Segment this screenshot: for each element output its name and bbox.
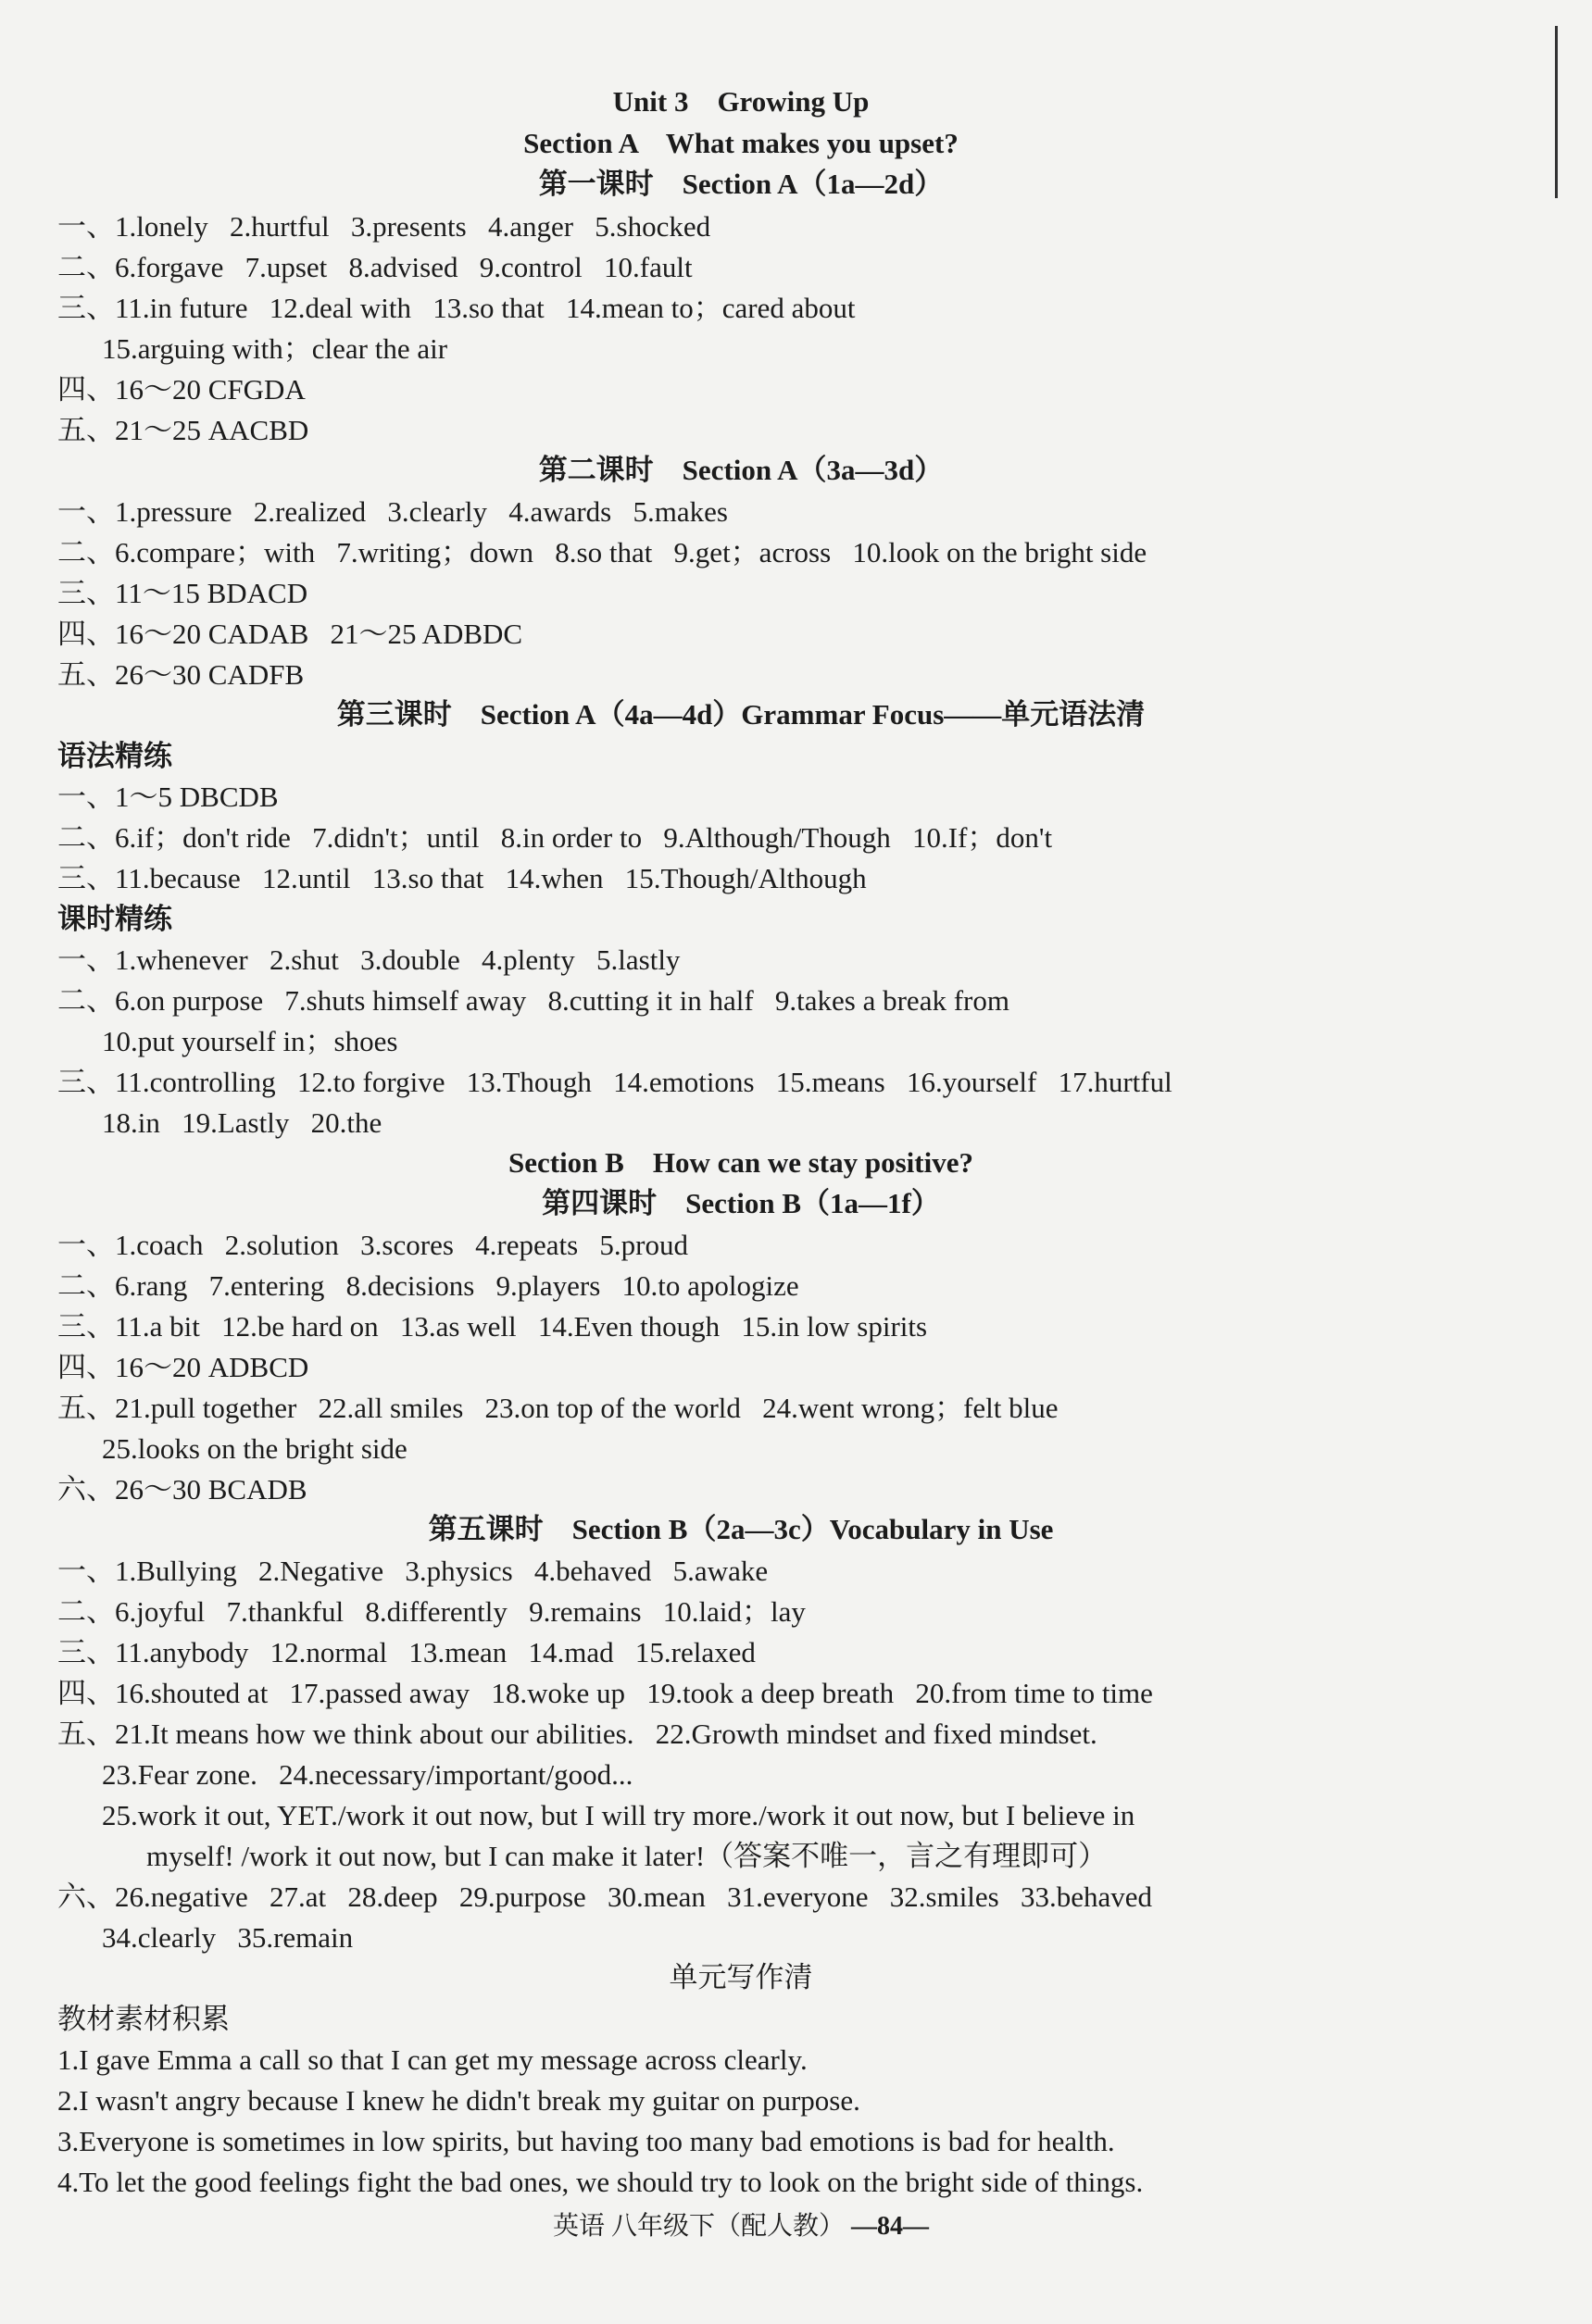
answer-line: 二、6.forgave 7.upset 8.advised 9.control 10.fault (57, 251, 693, 283)
unit-title: Unit 3 Growing Up (612, 85, 870, 118)
answer-line: 10.put yourself in；shoes (102, 1025, 398, 1057)
answer-line: 三、11.a bit 12.be hard on 13.as well 14.Even though 15.in low spirits (57, 1310, 928, 1343)
answer-line: 34.clearly 35.remain (102, 1921, 354, 1954)
answer-line: 25.work it out, YET./work it out now, but I will try more./work it out now, but I believe in (102, 1799, 1135, 1831)
practice-subtitle: 课时精练 (57, 903, 172, 935)
answer-line: 一、1.Bullying 2.Negative 3.physics 4.behaved 5.awake (57, 1555, 769, 1587)
answer-line: 四、16～20 ADBCD (57, 1351, 309, 1383)
answer-line: 25.looks on the bright side (102, 1432, 407, 1465)
answer-line: 四、16.shouted at 17.passed away 18.woke up 19.took a deep breath 20.from time to time (57, 1677, 1153, 1709)
answer-line: 五、21.pull together 22.all smiles 23.on top of the world 24.went wrong；felt blue (57, 1392, 1059, 1424)
answer-line: 一、1～5 DBCDB (57, 781, 279, 813)
grammar-subtitle: 语法精练 (57, 740, 172, 772)
answer-line: 三、11.anybody 12.normal 13.mean 14.mad 15.relaxed (57, 1636, 756, 1668)
answer-line: 三、11.because 12.until 13.so that 14.when 15.Though/Although (57, 862, 867, 894)
answer-line: 18.in 19.Lastly 20.the (102, 1106, 382, 1139)
lesson-4-title: 第四课时 Section B（1a—1f） (542, 1187, 940, 1219)
answer-line: 一、1.coach 2.solution 3.scores 4.repeats 5.proud (57, 1229, 689, 1261)
answer-line: 一、1.whenever 2.shut 3.double 4.plenty 5.lastly (57, 943, 681, 976)
footer-subject: 英语 八年级下（配人教） (552, 2212, 845, 2241)
answer-line: 三、11.in future 12.deal with 13.so that 14.mean to；cared about (57, 292, 856, 324)
section-a-title: Section A What makes you upset? (523, 127, 959, 159)
answer-line: 六、26～30 BCADB (57, 1473, 307, 1506)
answer-line: 二、6.rang 7.entering 8.decisions 9.players 10.to apologize (57, 1269, 799, 1302)
material-sentence: 4.To let the good feelings fight the bad ones, we should try to look on the bright side of things. (57, 2166, 1144, 2198)
lesson-5-title: 第五课时 Section B（2a—3c）Vocabulary in Use (428, 1513, 1054, 1545)
lesson-3-title: 第三课时 Section A（4a—4d）Grammar Focus——单元语法清 (336, 698, 1146, 731)
lesson-1-title: 第一课时 Section A（1a—2d） (538, 168, 944, 200)
material-sentence: 1.I gave Emma a call so that I can get my message across clearly. (57, 2043, 808, 2076)
answer-line: 23.Fear zone. 24.necessary/important/good... (102, 1758, 633, 1791)
material-sentence: 2.I wasn't angry because I knew he didn't break my guitar on purpose. (57, 2084, 860, 2117)
answer-line: 五、21.It means how we think about our abilities. 22.Growth mindset and fixed mindset. (57, 1718, 1097, 1750)
answer-line: 五、26～30 CADFB (57, 658, 305, 691)
section-b-title: Section B How can we stay positive? (508, 1146, 973, 1179)
answer-line: 二、6.joyful 7.thankful 8.differently 9.remains 10.laid；lay (57, 1595, 806, 1628)
answer-line: 三、11～15 BDACD (57, 577, 308, 609)
answer-line: 一、1.pressure 2.realized 3.clearly 4.awards 5.makes (57, 495, 728, 528)
answer-line: 二、6.if；don't ride 7.didn't；until 8.in order to 9.Although/Though 10.If；don't (57, 821, 1053, 854)
answer-line: 15.arguing with；clear the air (102, 332, 448, 365)
answer-line: myself! /work it out now, but I can make it later!（答案不唯一，言之有理即可） (146, 1840, 1108, 1872)
answer-line: 六、26.negative 27.at 28.deep 29.purpose 30.mean 31.everyone 32.smiles 33.behaved (57, 1880, 1153, 1913)
lesson-2-title: 第二课时 Section A（3a—3d） (538, 454, 944, 486)
writing-title: 单元写作清 (669, 1961, 813, 1993)
answer-line: 四、16～20 CFGDA (57, 373, 306, 406)
material-sentence: 3.Everyone is sometimes in low spirits, but having too many bad emotions is bad for health. (57, 2125, 1115, 2157)
answer-line: 二、6.on purpose 7.shuts himself away 8.cutting it in half 9.takes a break from (57, 984, 1009, 1017)
material-subtitle: 教材素材积累 (57, 2003, 230, 2035)
answer-line: 四、16～20 CADAB 21～25 ADBDC (57, 618, 523, 650)
page-number: —84— (851, 2212, 929, 2241)
answer-line: 五、21～25 AACBD (57, 414, 309, 446)
margin-rule (1555, 26, 1558, 198)
answer-line: 三、11.controlling 12.to forgive 13.Though 14.emotions 15.means 16.yourself 17.hurtful (57, 1066, 1172, 1098)
answer-line: 一、1.lonely 2.hurtful 3.presents 4.anger 5.shocked (57, 210, 711, 243)
page-footer (0, 2208, 1482, 2245)
answer-line: 二、6.compare；with 7.writing；down 8.so that 9.get；across 10.look on the bright side (57, 536, 1147, 569)
